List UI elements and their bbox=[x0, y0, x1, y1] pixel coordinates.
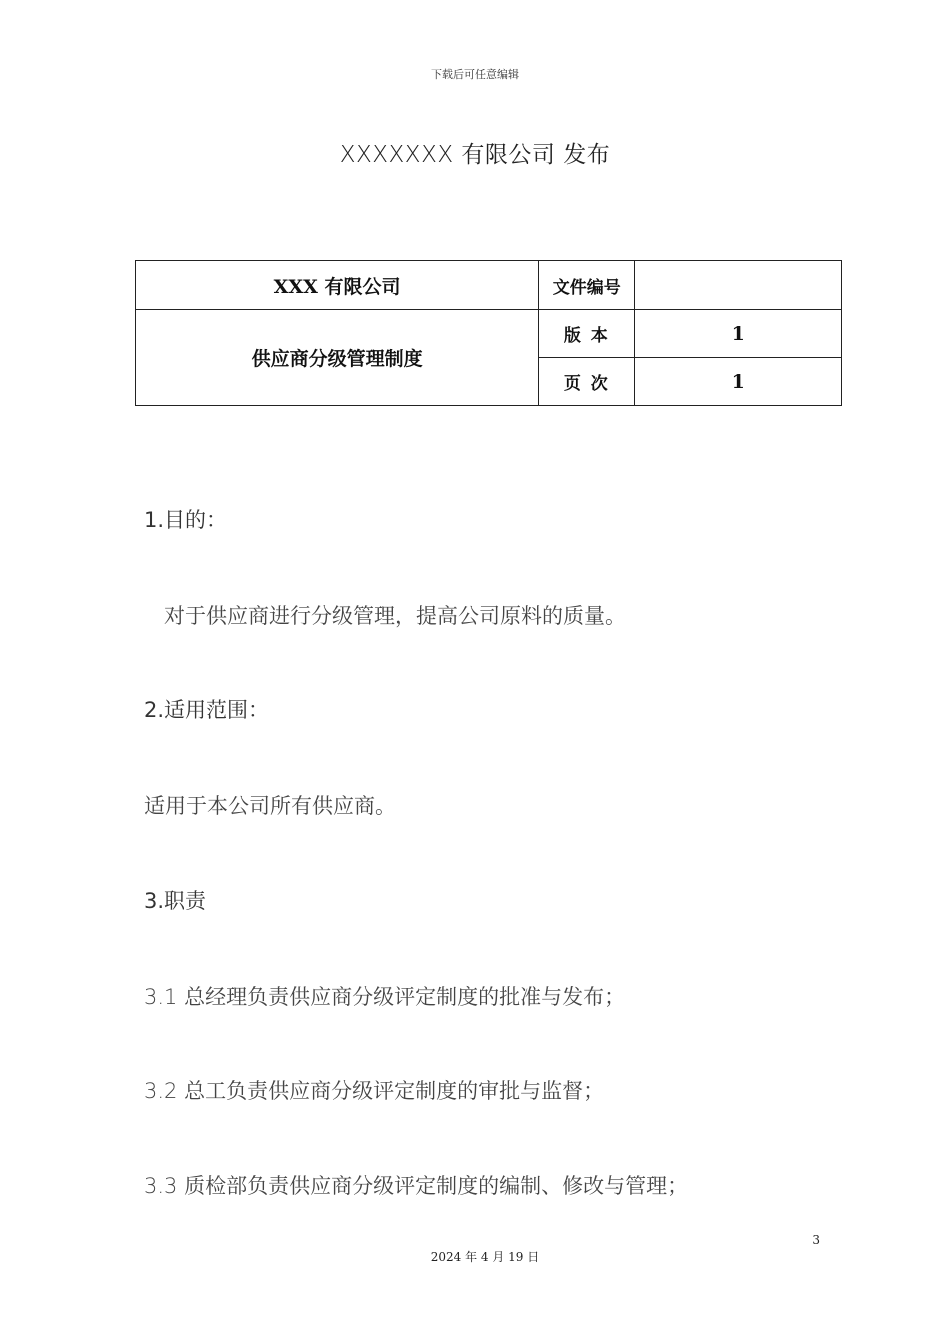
purpose-heading: 1.目的： bbox=[144, 508, 228, 532]
duty-item-2: 3.2 总工负责供应商分级评定制度的审批与监督； bbox=[144, 1079, 605, 1103]
policy-name-cell: 供应商分级管理制度 bbox=[136, 310, 539, 406]
doc-number-value bbox=[635, 261, 842, 310]
page-value: 1 bbox=[635, 358, 842, 406]
version-value: 1 bbox=[635, 310, 842, 358]
scope-heading: 2.适用范围： bbox=[144, 698, 270, 722]
duties-heading: 3.职责 bbox=[144, 889, 207, 913]
publish-title: XXXXXXX 有限公司 发布 bbox=[339, 142, 611, 168]
scope-text: 适用于本公司所有供应商。 bbox=[144, 794, 396, 818]
version-label: 版 本 bbox=[539, 310, 635, 358]
page-header-note: 下载后可任意编辑 bbox=[431, 68, 519, 81]
company-name-cell: XXX 有限公司 bbox=[136, 261, 539, 310]
footer-date: 2024 年 4 月 19 日 bbox=[430, 1250, 540, 1264]
doc-number-label: 文件编号 bbox=[539, 261, 635, 310]
document-info-table bbox=[135, 260, 842, 406]
purpose-text: 对于供应商进行分级管理，提高公司原料的质量。 bbox=[164, 604, 626, 628]
page-number: 3 bbox=[812, 1233, 820, 1247]
duty-item-3: 3.3 质检部负责供应商分级评定制度的编制、修改与管理； bbox=[144, 1174, 689, 1198]
page-label: 页 次 bbox=[539, 358, 635, 406]
duty-item-1: 3.1 总经理负责供应商分级评定制度的批准与发布； bbox=[144, 985, 626, 1009]
